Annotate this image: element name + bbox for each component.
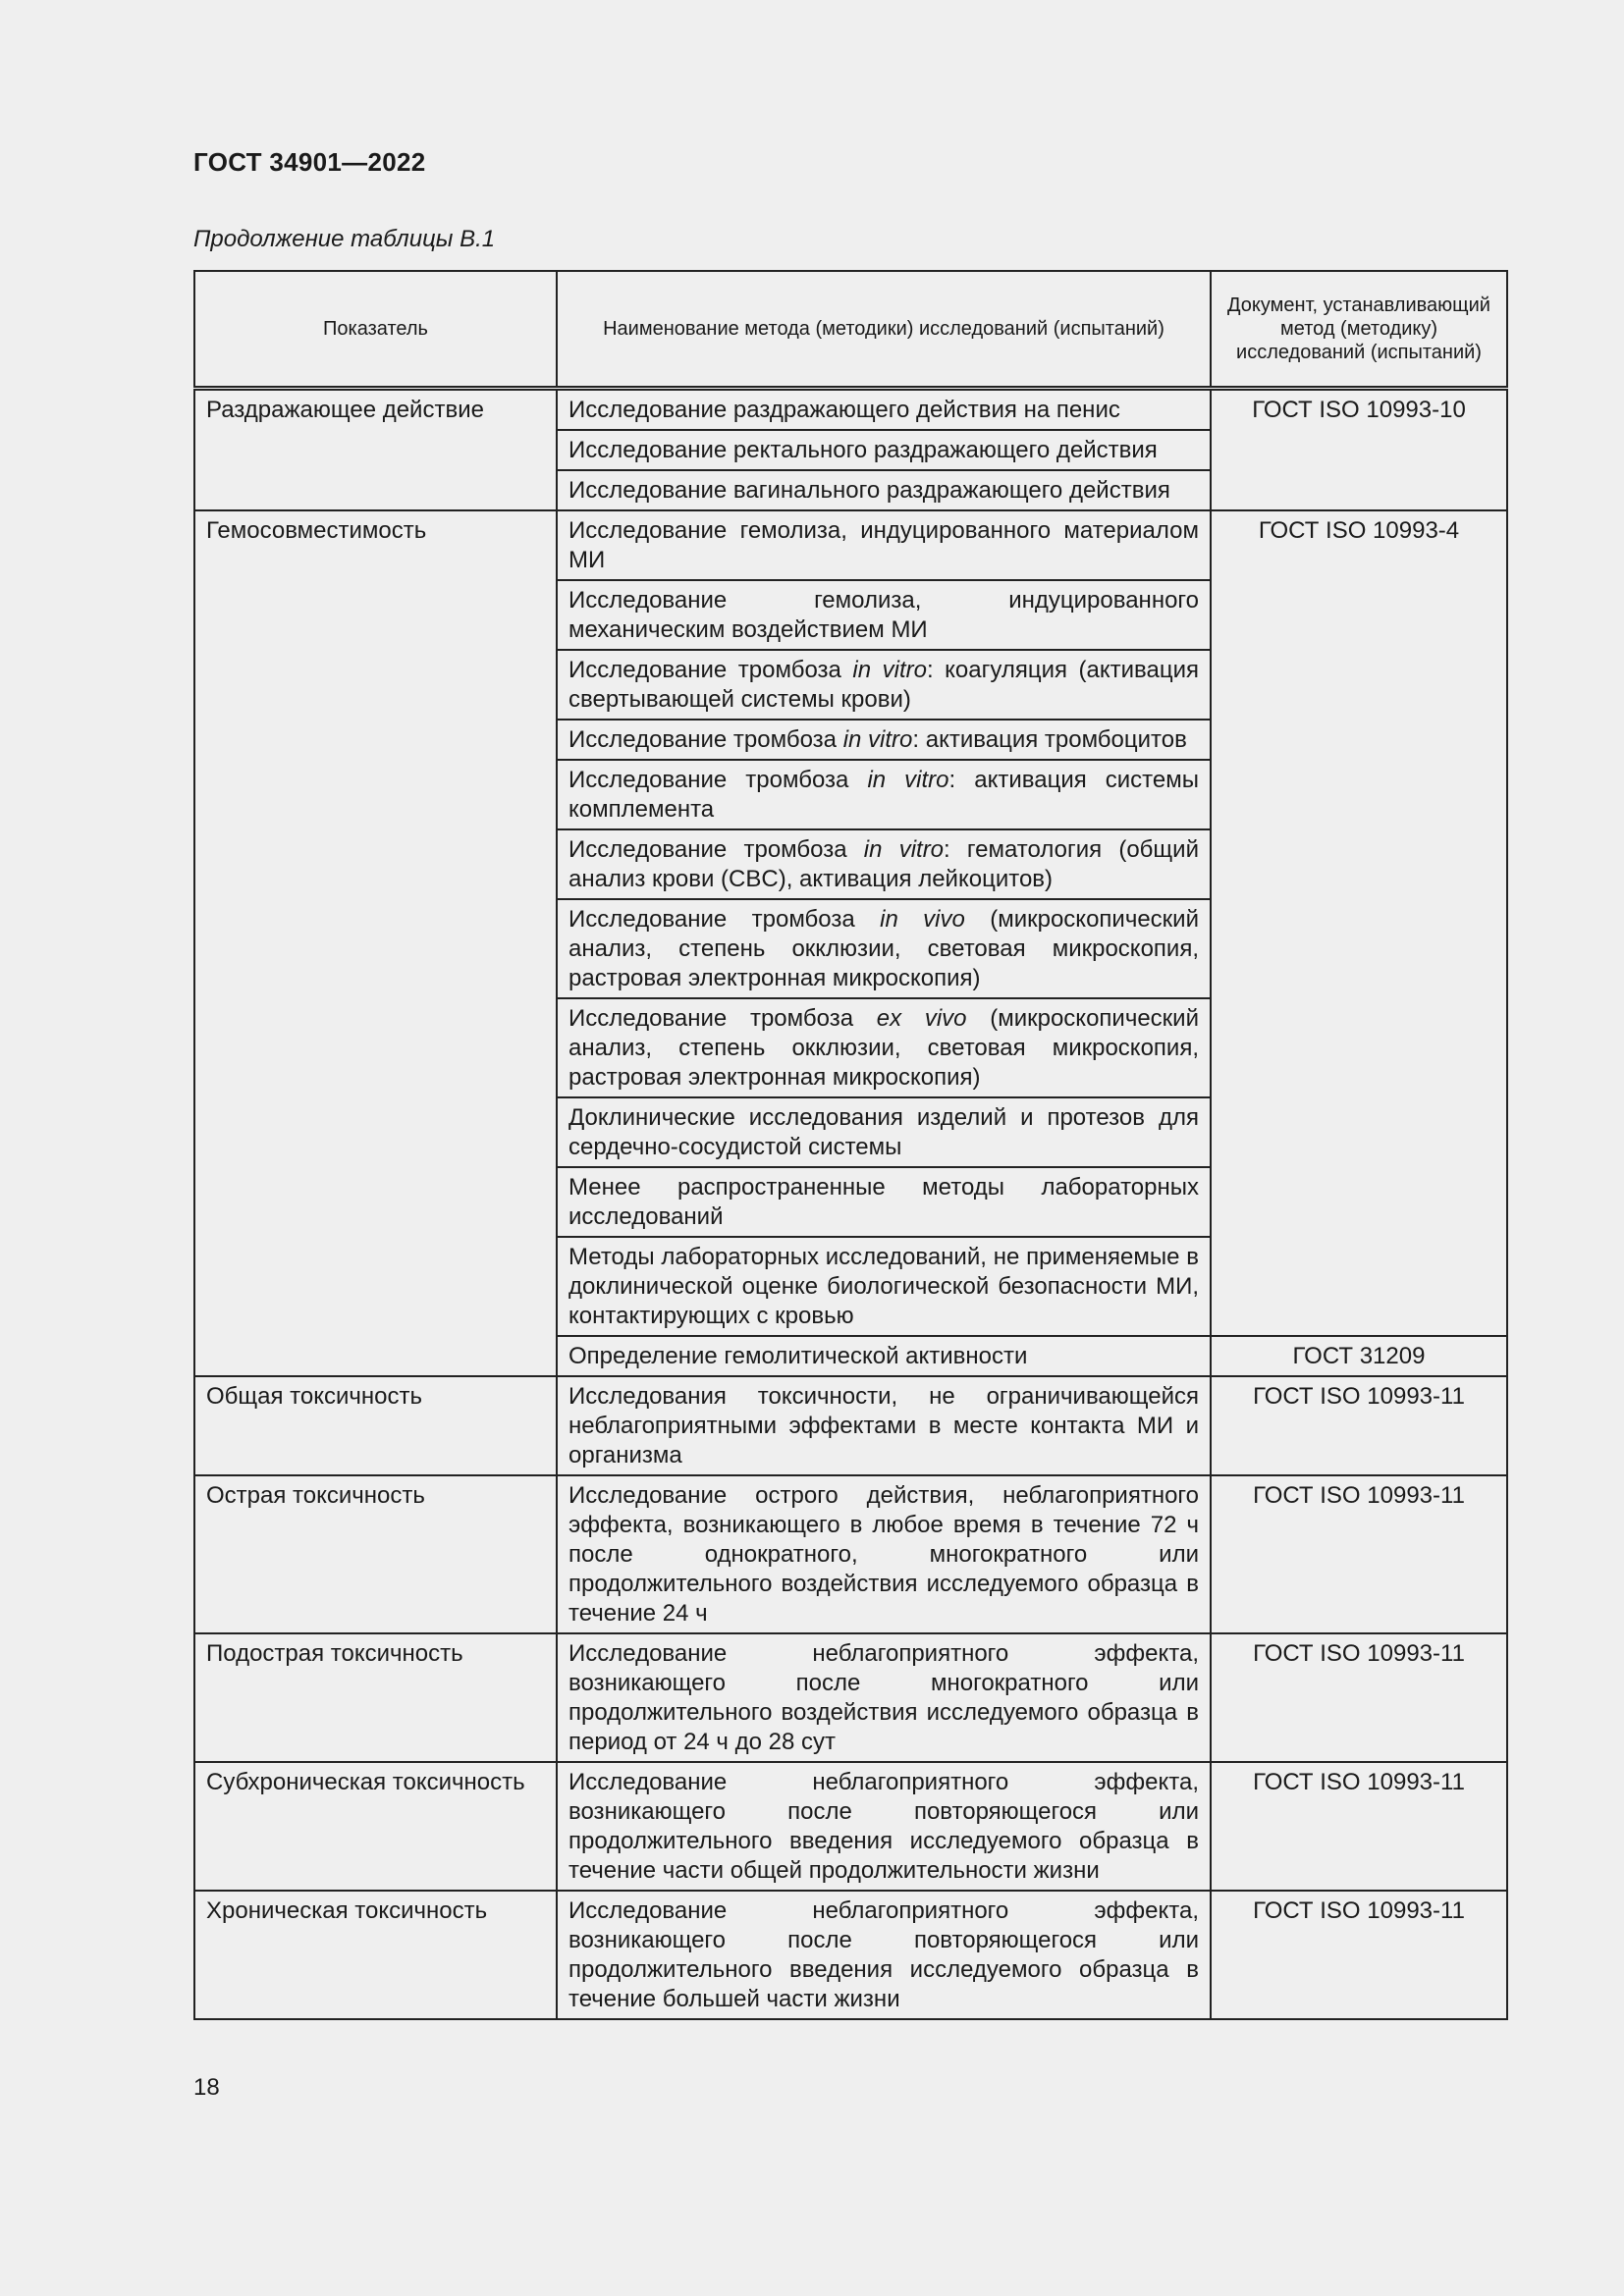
- method-cell: [557, 1891, 1211, 2019]
- method-cell: [557, 1475, 1211, 1633]
- method-text: Исследование вагинального раздражающего действия: [568, 477, 1170, 504]
- method-latin-term: in vitro: [863, 836, 945, 863]
- method-latin-term: in vivo: [880, 906, 965, 933]
- document-cell: ГОСТ ISO 10993-11: [1211, 1376, 1507, 1475]
- method-cell: [557, 899, 1211, 998]
- method-cell: [557, 720, 1211, 760]
- method-text: Исследование гемолиза, индуцированного материалом МИ: [568, 517, 1199, 573]
- method-text-continued: (микроскопический анализ, степень окклюзии, световая микроскопия, растровая электронная микроскопия): [568, 1005, 1199, 1091]
- table-body: [194, 389, 1507, 2020]
- method-text: Исследование раздражающего действия на пенис: [568, 397, 1120, 423]
- method-cell: [557, 1633, 1211, 1762]
- page-number: 18: [193, 2074, 220, 2101]
- document-cell: ГОСТ ISO 10993-11: [1211, 1633, 1507, 1762]
- method-text: Доклинические исследования изделий и протезов для сердечно-сосудистой системы: [568, 1104, 1199, 1160]
- indicator-cell: Подострая токсичность: [194, 1633, 557, 1762]
- document-cell: ГОСТ ISO 10993-10: [1211, 389, 1507, 511]
- method-text-continued: : активация системы комплемента: [568, 767, 1199, 823]
- method-text: Исследование ректального раздражающего действия: [568, 437, 1158, 463]
- method-cell: [557, 430, 1211, 470]
- indicator-cell: Хроническая токсичность: [194, 1891, 557, 2019]
- method-cell: [557, 760, 1211, 829]
- method-text: Исследование тромбоза: [568, 836, 864, 863]
- indicator-cell: Гемосовместимость: [194, 510, 557, 1376]
- table-row: [194, 1376, 1507, 1475]
- document-cell: ГОСТ ISO 10993-11: [1211, 1891, 1507, 2019]
- table-row: [194, 1475, 1507, 1633]
- table-row: [194, 510, 1507, 580]
- method-cell: [557, 650, 1211, 720]
- document-cell: ГОСТ ISO 10993-11: [1211, 1475, 1507, 1633]
- method-text: Исследование тромбоза: [568, 1005, 877, 1032]
- header-indicator: Показатель: [194, 271, 557, 389]
- method-text: Исследования токсичности, не ограничивающейся неблагоприятными эффектами в месте контакта МИ и организма: [568, 1383, 1199, 1468]
- method-cell: [557, 389, 1211, 431]
- method-cell: [557, 510, 1211, 580]
- header-method: Наименование метода (методики) исследований (испытаний): [557, 271, 1211, 389]
- method-latin-term: in vitro: [867, 767, 949, 793]
- table-row: [194, 389, 1507, 431]
- method-latin-term: in vitro: [852, 657, 927, 683]
- method-text-continued: (микроскопический анализ, степень окклюзии, световая микроскопия, растровая электронная микроскопия): [568, 906, 1199, 991]
- method-cell: [557, 1762, 1211, 1891]
- indicator-cell: Общая токсичность: [194, 1376, 557, 1475]
- method-text: Методы лабораторных исследований, не применяемые в доклинической оценке биологической безопасности МИ, контактирующих с кровью: [568, 1244, 1199, 1329]
- header-document: Документ, устанавливающий метод (методику) исследований (испытаний): [1211, 271, 1507, 389]
- method-latin-term: ex vivo: [876, 1005, 967, 1032]
- table-header-row: [194, 271, 1507, 389]
- indicator-cell: Субхроническая токсичность: [194, 1762, 557, 1891]
- method-latin-term: in vitro: [842, 726, 913, 753]
- method-text: Исследование неблагоприятного эффекта, возникающего после повторяющегося или продолжительного введения исследуемого образца в течение большей части жизни: [568, 1897, 1199, 2012]
- indicator-cell: Острая токсичность: [194, 1475, 557, 1633]
- method-text: Исследование тромбоза: [568, 767, 868, 793]
- method-cell: [557, 1336, 1211, 1376]
- methods-table: [193, 270, 1508, 2020]
- method-cell: [557, 580, 1211, 650]
- method-text: Исследование острого действия, неблагоприятного эффекта, возникающего в любое время в течение 72 ч после однократного, многократного или продолжительного воздействия исследуемого образца в течение 24 ч: [568, 1482, 1199, 1627]
- method-text: Исследование гемолиза, индуцированного механическим воздействием МИ: [568, 587, 1199, 643]
- document-cell: ГОСТ ISO 10993-11: [1211, 1762, 1507, 1891]
- method-cell: [557, 470, 1211, 510]
- method-text: Исследование тромбоза: [568, 657, 853, 683]
- document-cell: ГОСТ ISO 10993-4: [1211, 510, 1507, 1336]
- method-cell: [557, 1237, 1211, 1336]
- method-cell: [557, 998, 1211, 1097]
- method-text: Исследование тромбоза: [568, 726, 843, 753]
- document-cell: ГОСТ 31209: [1211, 1336, 1507, 1376]
- table-row: [194, 1762, 1507, 1891]
- method-text: Исследование тромбоза: [568, 906, 881, 933]
- table-row: [194, 1891, 1507, 2019]
- method-cell: [557, 1167, 1211, 1237]
- method-cell: [557, 1376, 1211, 1475]
- table-caption: Продолжение таблицы В.1: [193, 226, 496, 252]
- method-text: Менее распространенные методы лабораторных исследований: [568, 1174, 1199, 1230]
- method-text: Определение гемолитической активности: [568, 1343, 1028, 1369]
- indicator-cell: Раздражающее действие: [194, 389, 557, 511]
- method-text-continued: : гематология (общий анализ крови (CBC), активация лейкоцитов): [568, 836, 1199, 892]
- table-row: [194, 1633, 1507, 1762]
- method-cell: [557, 1097, 1211, 1167]
- document-standard-header: ГОСТ 34901—2022: [193, 147, 426, 177]
- method-text-continued: : коагуляция (активация свертывающей системы крови): [568, 657, 1199, 713]
- method-text: Исследование неблагоприятного эффекта, возникающего после повторяющегося или продолжительного введения исследуемого образца в течение части общей продолжительности жизни: [568, 1769, 1199, 1884]
- method-cell: [557, 829, 1211, 899]
- method-text: Исследование неблагоприятного эффекта, возникающего после многократного или продолжительного воздействия исследуемого образца в период от 24 ч до 28 сут: [568, 1640, 1199, 1755]
- method-text-continued: : активация тромбоцитов: [912, 726, 1187, 753]
